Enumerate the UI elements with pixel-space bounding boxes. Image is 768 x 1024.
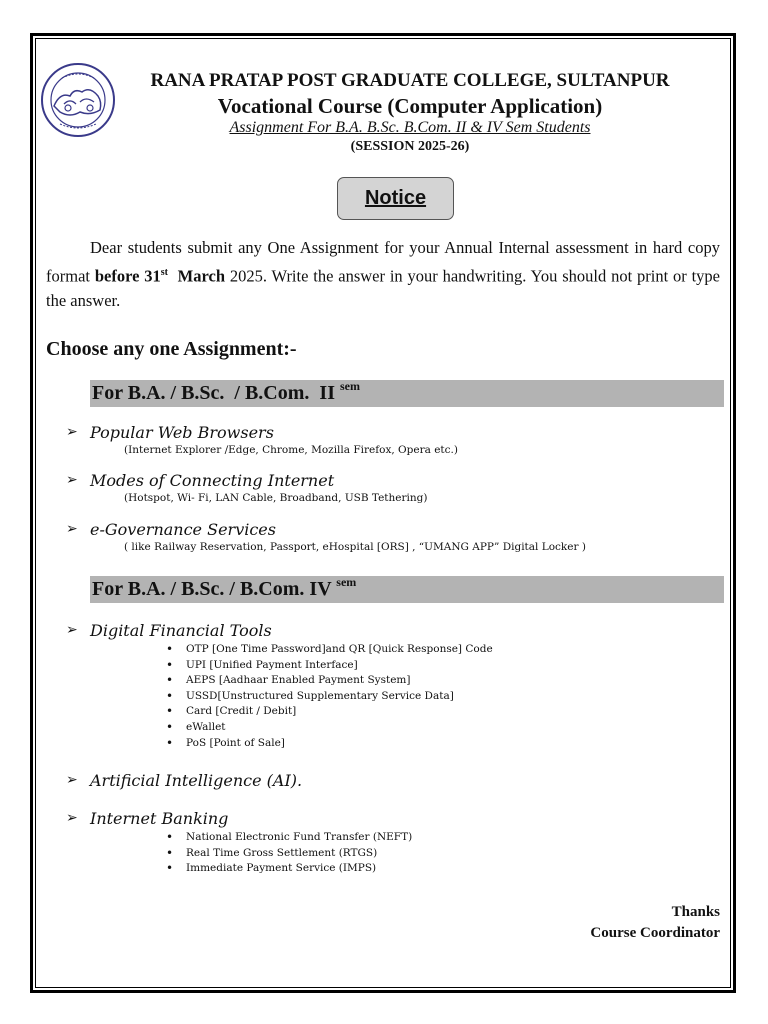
choose-heading: Choose any one Assignment:- (46, 338, 297, 360)
bullet-item: • Real Time Gross Settlement (RTGS) (166, 846, 412, 862)
section-ii-header (90, 380, 724, 407)
signature-block (590, 902, 720, 944)
bullet-list (166, 642, 493, 751)
bullet-item: • UPI [Unified Payment Interface] (166, 658, 493, 674)
intro-paragraph (46, 236, 720, 313)
intro-text-1: Dear students submit any One Assignment for your Annual Internal assessment in hard copy format (46, 238, 720, 285)
letterhead (110, 68, 710, 156)
section-iv-title: For B.A. / B.Sc. / B.Com. IV (92, 578, 337, 600)
signatory-title: Course Coordinator (590, 925, 720, 941)
bullet-item: • National Electronic Fund Transfer (NEFT) (166, 830, 412, 846)
topic-detail: (Internet Explorer /Edge, Chrome, Mozilla Firefox, Opera etc.) (124, 444, 458, 456)
college-emblem-icon (40, 62, 116, 138)
topic-title: Modes of Connecting Internet (90, 471, 335, 490)
notice-heading: Notice (337, 177, 454, 220)
topic-title: Internet Banking (90, 809, 229, 828)
arrow-right-icon: ➢ (66, 810, 78, 826)
section-iv-header (90, 576, 724, 603)
arrow-right-icon: ➢ (66, 521, 78, 537)
arrow-right-icon: ➢ (66, 424, 78, 440)
bullet-item: • Immediate Payment Service (IMPS) (166, 861, 412, 877)
bullet-item: • AEPS [Aadhaar Enabled Payment System] (166, 673, 493, 689)
bullet-item: • eWallet (166, 720, 493, 736)
deadline-sup: st (160, 266, 168, 278)
topic-detail: (Hotspot, Wi- Fi, LAN Cable, Broadband, USB Tethering) (124, 492, 428, 504)
thanks-text: Thanks (671, 904, 720, 920)
section-ii-title: For B.A. / B.Sc. / B.Com. II (92, 382, 340, 404)
course-title: Vocational Course (Computer Application) (217, 94, 603, 118)
bullet-item: • OTP [One Time Password]and QR [Quick Response] Code (166, 642, 493, 658)
bullet-list (166, 830, 412, 877)
bullet-item: • Card [Credit / Debit] (166, 704, 493, 720)
topic-title: Artificial Intelligence (AI). (90, 771, 303, 790)
topic-title: e-Governance Services (90, 520, 276, 539)
section-ii-sup: sem (339, 379, 360, 393)
arrow-right-icon: ➢ (66, 622, 78, 638)
topic-detail: ( like Railway Reservation, Passport, eHospital [ORS] , “UMANG APP” Digital Locker ) (124, 541, 586, 553)
arrow-right-icon: ➢ (66, 472, 78, 488)
assignment-line: Assignment For B.A. B.Sc. B.Com. II & IV Sem Students (229, 119, 591, 136)
bullet-item: • USSD[Unstructured Supplementary Service Data] (166, 689, 493, 705)
intro-text-2: 2025. Write the answer in your handwriting. You should not print or type the answer. (46, 266, 721, 310)
topic-title: Popular Web Browsers (90, 423, 274, 442)
deadline-before: before 31 (94, 266, 161, 285)
topic-title: Digital Financial Tools (90, 621, 272, 640)
session-label: (SESSION 2025-26) (350, 139, 470, 154)
arrow-right-icon: ➢ (66, 772, 78, 788)
deadline-month: March (177, 266, 226, 285)
section-iv-sup: sem (336, 575, 357, 589)
bullet-item: • PoS [Point of Sale] (166, 736, 493, 752)
college-name: RANA PRATAP POST GRADUATE COLLEGE, SULTANPUR (150, 70, 670, 91)
